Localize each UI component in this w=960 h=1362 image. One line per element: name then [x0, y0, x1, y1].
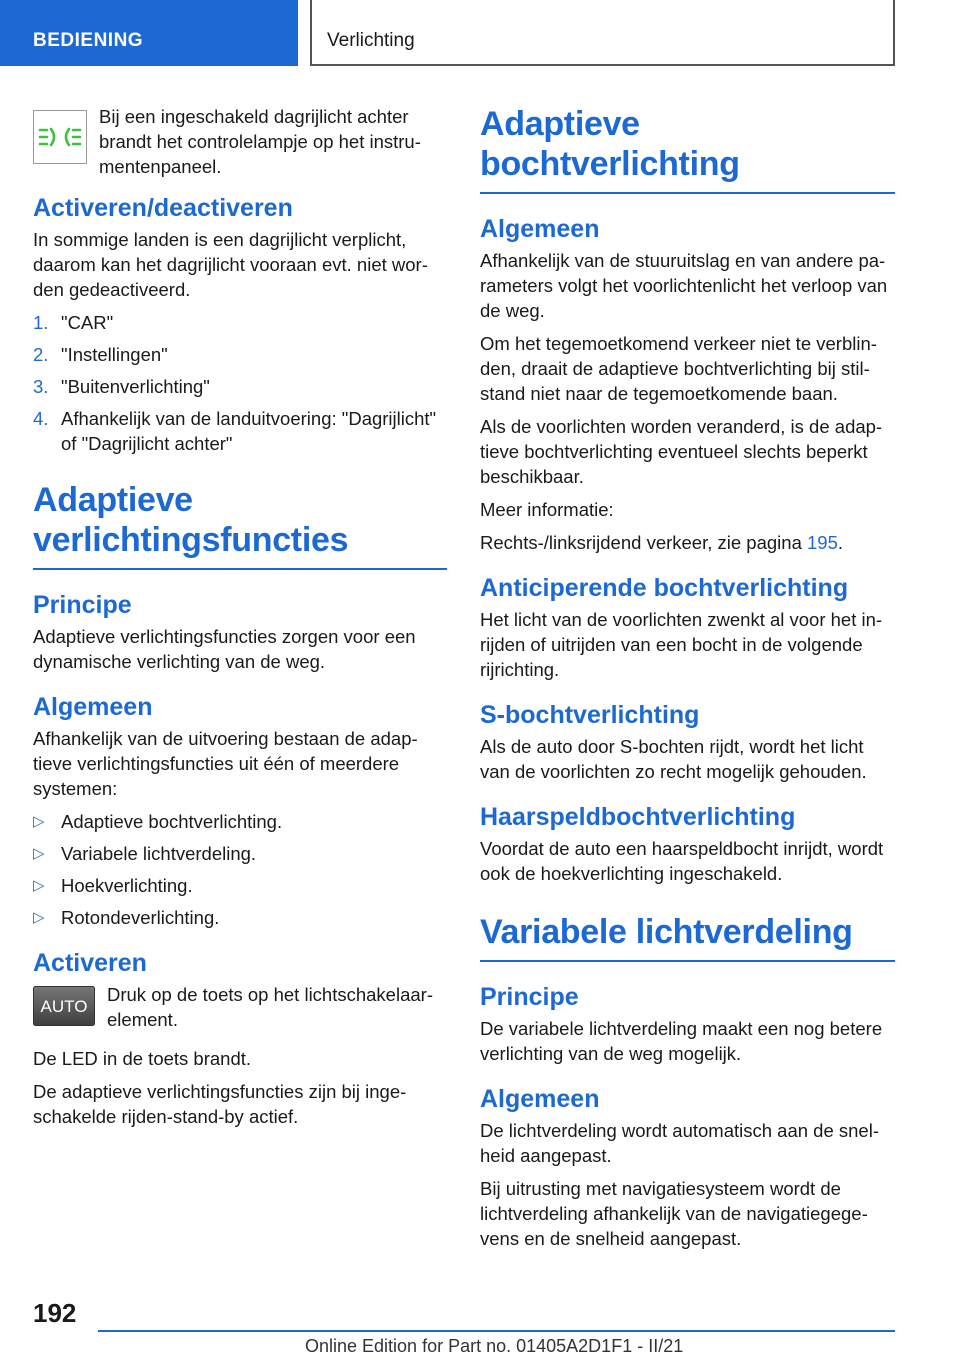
s-curve-text: Als de auto door S-bochten rijdt, wordt het licht van de voorlichten zo recht mogelijk gehouden.	[480, 736, 867, 782]
list-item	[33, 809, 447, 834]
principle-text: De variabele lichtverdeling maakt een nog betere verlichting van de weg mogelijk.	[480, 1018, 883, 1064]
page-number: 192	[33, 1298, 77, 1328]
auto-button-icon	[33, 986, 95, 1026]
list-item	[33, 873, 447, 898]
auto-note	[33, 982, 447, 1032]
general-p1: Afhankelijk van de stuuruitslag en van andere pa-rameters volgt het voorlichtenlicht het verloop van de weg.	[480, 250, 888, 321]
general-heading: Algemeen	[33, 693, 153, 721]
bullet-text: Hoekverlichting.	[61, 875, 193, 896]
general-p2: Om het tegemoetkomend verkeer niet te verblin-den, draait de adaptieve bochtverlichting bij stil-stand niet naar de tegemoetkomende baan.	[480, 333, 877, 404]
list-item	[33, 406, 447, 456]
anticipating-text: Het licht van de voorlichten zwenkt al voor het in-rijden of uitrijden van een bocht in de volgende rijrichting.	[480, 609, 883, 680]
more-info-text: Meer informatie:	[480, 499, 614, 520]
step-number: 2.	[33, 344, 49, 365]
step-text: "Buitenverlichting"	[61, 376, 210, 397]
cross-reference	[480, 530, 895, 555]
principle-heading: Principe	[480, 983, 579, 1011]
led-text: De LED in de toets brandt.	[33, 1048, 252, 1069]
steps-list	[33, 310, 447, 456]
variable-distribution-heading: Variabele lichtverdeling	[480, 912, 895, 962]
right-column	[480, 104, 895, 1259]
s-curve-heading: S-bochtverlichting	[480, 701, 700, 729]
list-item	[33, 841, 447, 866]
step-text: "Instellingen"	[61, 344, 168, 365]
general-p3: Als de voorlichten worden veranderd, is de adap-tieve bochtverlichting eventueel slechts beperkt beschikbaar.	[480, 416, 883, 487]
xref-prefix: Rechts-/linksrijdend verkeer, zie pagina	[480, 532, 807, 553]
left-column	[33, 104, 447, 1137]
adaptive-functions-heading: Adaptieve verlichtingsfuncties	[33, 480, 447, 570]
footer-divider	[98, 1330, 895, 1332]
list-item	[33, 905, 447, 930]
general-heading: Algemeen	[480, 215, 600, 243]
step-text: Afhankelijk van de landuitvoering: "Dagrijlicht" of "Dagrijlicht achter"	[61, 408, 437, 454]
list-item	[33, 342, 447, 367]
standby-text: De adaptieve verlichtingsfuncties zijn bij inge-schakelde rijden-stand-by actief.	[33, 1081, 407, 1127]
daytime-running-light-icon	[33, 110, 87, 164]
activate-deactivate-heading: Activeren/deactiveren	[33, 194, 293, 222]
systems-list	[33, 809, 447, 930]
hairpin-text: Voordat de auto een haarspeldbocht inrijdt, wordt ook de hoekverlichting ingeschakeld.	[480, 838, 884, 884]
anticipating-heading: Anticiperende bochtverlichting	[480, 574, 849, 602]
general2-p2: Bij uitrusting met navigatiesysteem wordt de lichtverdeling afhankelijk van de navigatiegege-vens en de snelheid aangepast.	[480, 1178, 868, 1249]
adaptive-curve-heading: Adaptieve bochtverlichting	[480, 104, 895, 194]
bullet-triangle-icon: ▷	[33, 845, 45, 862]
principle-text: Adaptieve verlichtingsfuncties zorgen voor een dynamische verlichting van de weg.	[33, 626, 416, 672]
auto-button-label: AUTO	[40, 997, 88, 1016]
activating-heading: Activeren	[33, 949, 147, 977]
bullet-text: Rotondeverlichting.	[61, 907, 220, 928]
chapter-label: Verlichting	[310, 0, 895, 66]
edition-text: Online Edition for Part no. 01405A2D1F1 - II/21	[305, 1336, 684, 1356]
general-text: Afhankelijk van de uitvoering bestaan de adap-tieve verlichtingsfuncties uit één of meerdere systemen:	[33, 728, 418, 799]
intro-text: Bij een ingeschakeld dagrijlicht achter brandt het controlelampje op het instru-mentenpaneel.	[99, 106, 421, 177]
list-item	[33, 374, 447, 399]
step-number: 4.	[33, 408, 49, 429]
auto-text: Druk op de toets op het lichtschakelaar-element.	[107, 984, 433, 1030]
page-link[interactable]: 195	[807, 532, 838, 553]
bullet-triangle-icon: ▷	[33, 877, 45, 894]
section-label: BEDIENING	[0, 0, 298, 66]
step-number: 1.	[33, 312, 49, 333]
general2-p1: De lichtverdeling wordt automatisch aan de snel-heid aangepast.	[480, 1120, 879, 1166]
page-header	[0, 0, 960, 66]
principle-heading: Principe	[33, 591, 132, 619]
xref-suffix: .	[837, 532, 844, 553]
list-item	[33, 310, 447, 335]
bullet-text: Variabele lichtverdeling.	[61, 843, 257, 864]
hairpin-heading: Haarspeldbochtverlichting	[480, 803, 796, 831]
step-text: "CAR"	[61, 312, 114, 333]
step-number: 3.	[33, 376, 49, 397]
bullet-text: Adaptieve bochtverlichting.	[61, 811, 283, 832]
indicator-note	[33, 104, 447, 179]
bullet-triangle-icon: ▷	[33, 813, 45, 830]
general-heading: Algemeen	[480, 1085, 600, 1113]
activate-text: In sommige landen is een dagrijlicht verplicht, daarom kan het dagrijlicht vooraan evt. niet wor-den gedeactiveerd.	[33, 229, 428, 300]
bullet-triangle-icon: ▷	[33, 909, 45, 926]
